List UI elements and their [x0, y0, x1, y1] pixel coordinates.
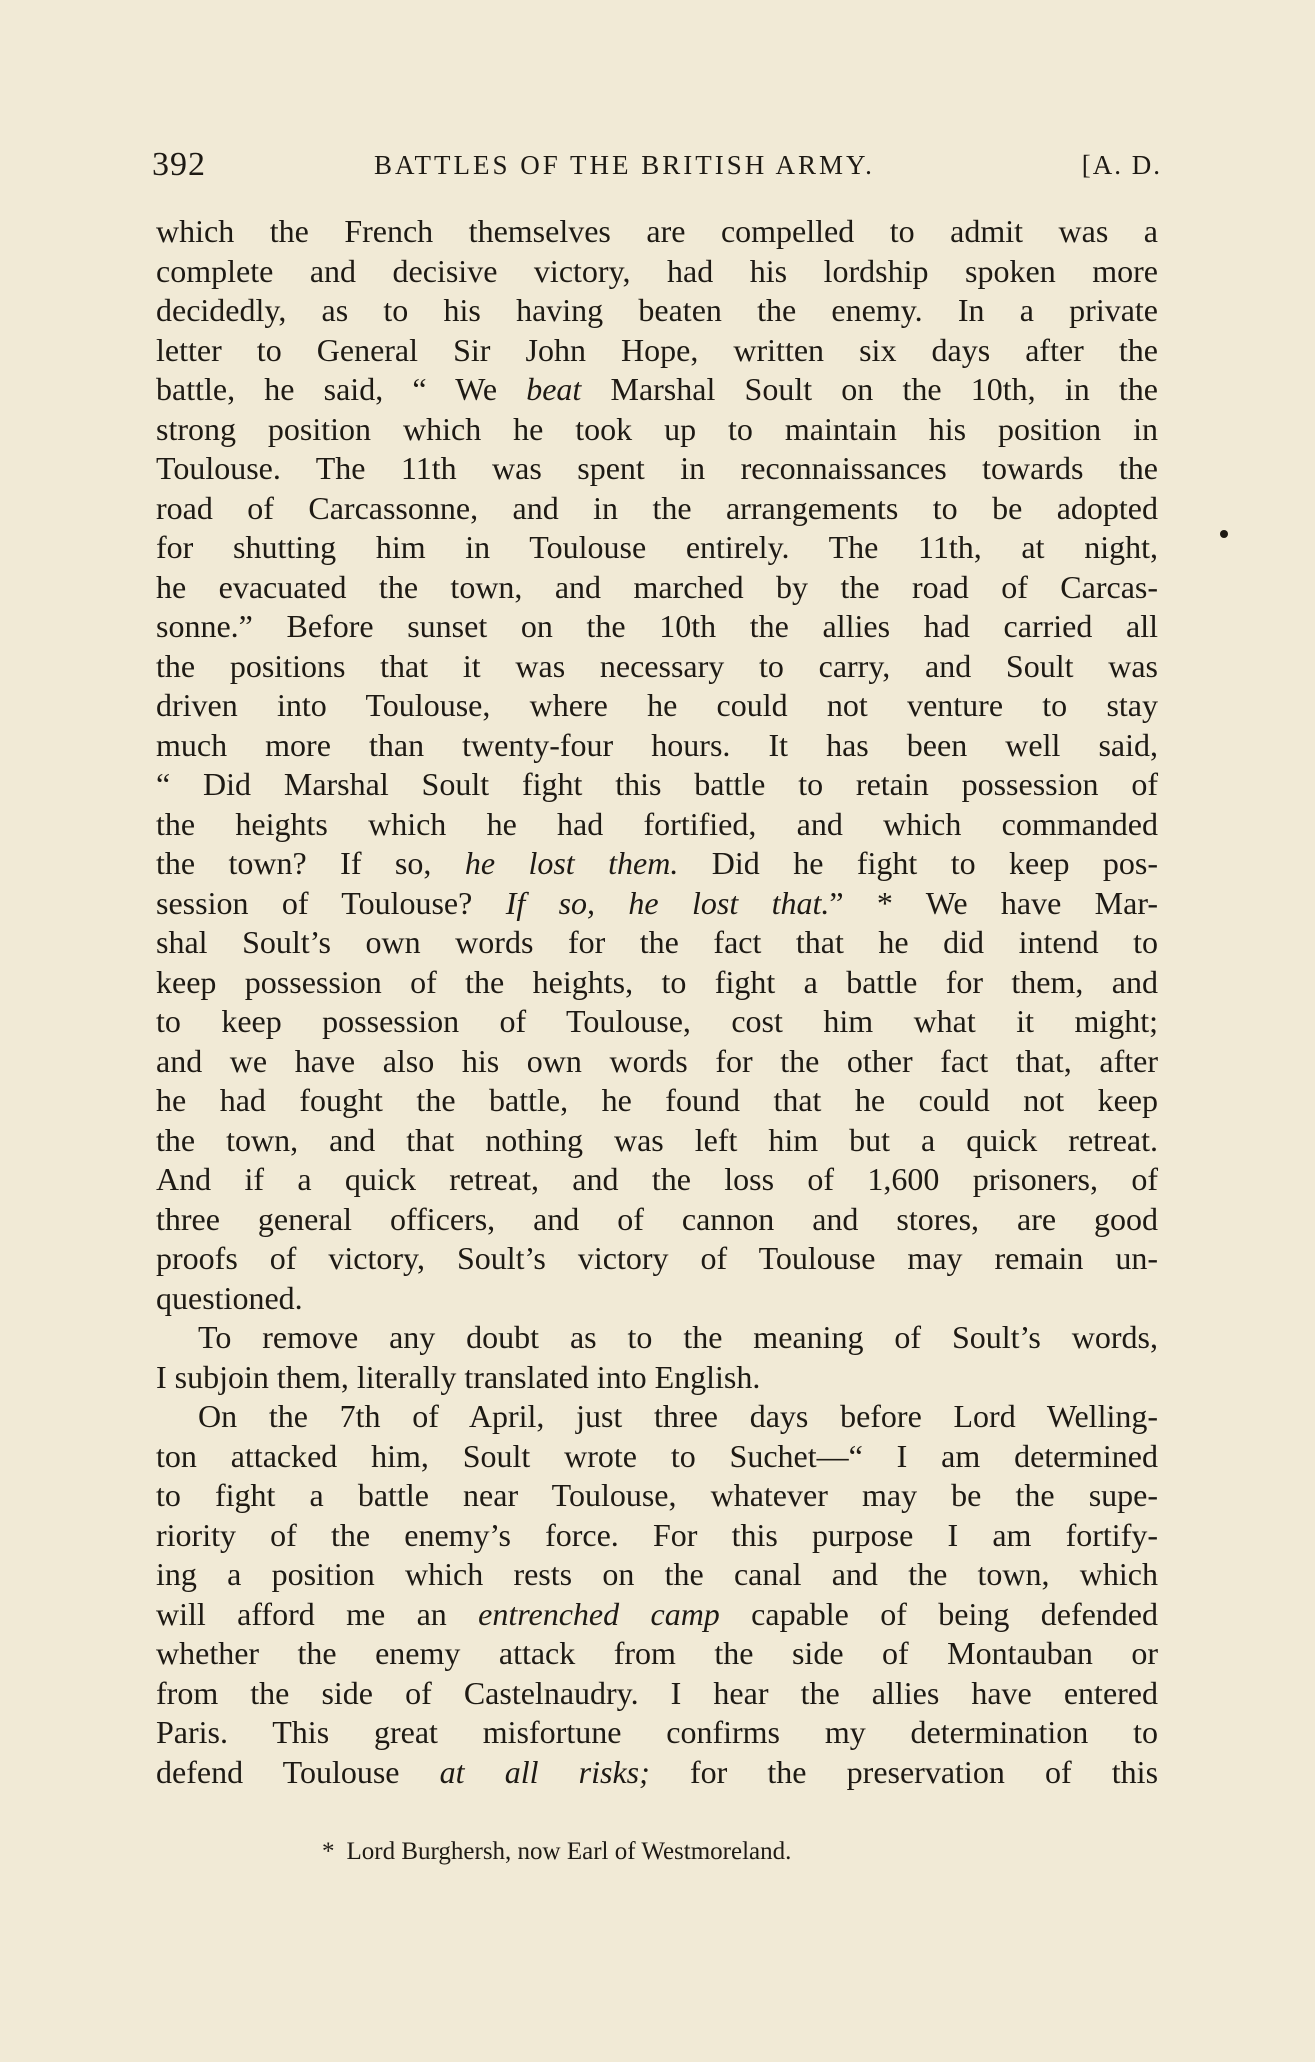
margin-mark [1220, 530, 1228, 538]
text-line: the positions that it was necessary to carry, and Soult was [156, 647, 1158, 684]
text-line: shal Soult’s own words for the fact that he did intend to [156, 924, 1158, 960]
italic-text: he lost them. [464, 845, 679, 881]
text-line: riority of the enemy’s force. For this purpose I am fortify- [156, 1516, 1158, 1553]
text-line: will afford me an entrenched camp capable of being defended [156, 1595, 1159, 1632]
text-line: to fight a battle near Toulouse, whatever may be the supe- [156, 1477, 1158, 1513]
text-line: three general officers, and of cannon and stores, are good [156, 1200, 1158, 1237]
text-line: and we have also his own words for the other fact that, after [156, 1042, 1158, 1079]
text-line: keep possession of the heights, to fight a battle for them, and [156, 963, 1158, 1000]
text-line: proofs of victory, Soult’s victory of Toulouse may remain un- [156, 1240, 1158, 1276]
text-line: I subjoin them, literally translated into English. [156, 1358, 761, 1395]
text-line: “ Did Marshal Soult fight this battle to retain possession of [156, 766, 1158, 802]
text-line: road of Carcassonne, and in the arrangements to be adopted [156, 489, 1158, 526]
text-line: ton attacked him, Soult wrote to Suchet—“ I am determined [156, 1437, 1158, 1474]
text-line: sonne.” Before sunset on the 10th the allies had carried all [156, 608, 1158, 644]
text-line: which the French themselves are compelled to admit was a [156, 213, 1158, 249]
italic-text: If so, he lost that. [505, 884, 830, 921]
footnote-marker: * [322, 1838, 335, 1865]
text-line: complete and decisive victory, had his lordship spoken more [156, 252, 1158, 289]
text-line: much more than twenty-four hours. It has been well said, [156, 726, 1158, 763]
text-line: session of Toulouse? If so, he lost that.” * We have Mar- [156, 884, 1159, 921]
footnote-text: Lord Burghersh, now Earl of Westmoreland. [346, 1838, 792, 1865]
text-line: defend Toulouse at all risks; for the preservation of this [156, 1753, 1159, 1790]
text-line: from the side of Castelnaudry. I hear the allies have entered [156, 1674, 1158, 1711]
text-line: decidedly, as to his having beaten the enemy. In a private [156, 292, 1158, 328]
text-line: To remove any doubt as to the meaning of Soult’s words, [198, 1319, 1158, 1355]
text-line: On the 7th of April, just three days before Lord Welling- [198, 1398, 1158, 1434]
running-title: BATTLES OF THE BRITISH ARMY. [374, 150, 875, 180]
text-line: he had fought the battle, he found that he could not keep [156, 1082, 1158, 1118]
text-line: ing a position which rests on the canal and the town, which [156, 1556, 1158, 1592]
text-line: driven into Toulouse, where he could not venture to stay [156, 687, 1158, 723]
text-line: battle, he said, “ We beat Marshal Soult on the 10th, in the [156, 371, 1159, 407]
body-text [156, 212, 1158, 1792]
text-line: the town, and that nothing was left him but a quick retreat. [156, 1121, 1158, 1158]
text-line: the heights which he had fortified, and which commanded [156, 805, 1158, 842]
text-line: to keep possession of Toulouse, cost him what it might; [156, 1003, 1158, 1039]
text-line: Paris. This great misfortune confirms my determination to [156, 1714, 1158, 1750]
text-line: And if a quick retreat, and the loss of 1,600 prisoners, of [156, 1161, 1158, 1197]
page-header [152, 142, 1162, 188]
italic-text: entrenched camp [478, 1595, 720, 1632]
text-line: letter to General Sir John Hope, written six days after the [156, 331, 1158, 368]
section-mark: [A. D. [1081, 150, 1162, 180]
text-line: for shutting him in Toulouse entirely. The 11th, at night, [156, 529, 1158, 565]
footnote [322, 1836, 791, 1868]
text-line: Toulouse. The 11th was spent in reconnaissances towards the [156, 450, 1158, 486]
text-line: questioned. [156, 1279, 303, 1316]
italic-text: at all risks; [439, 1753, 650, 1790]
text-line: whether the enemy attack from the side of Montauban or [156, 1635, 1158, 1671]
text-line: strong position which he took up to maintain his position in [156, 410, 1158, 447]
text-line: the town? If so, he lost them. Did he fight to keep pos- [156, 845, 1158, 881]
page-number: 392 [152, 146, 206, 183]
italic-text: beat [526, 371, 582, 407]
text-line: he evacuated the town, and marched by the road of Carcas- [156, 568, 1158, 605]
